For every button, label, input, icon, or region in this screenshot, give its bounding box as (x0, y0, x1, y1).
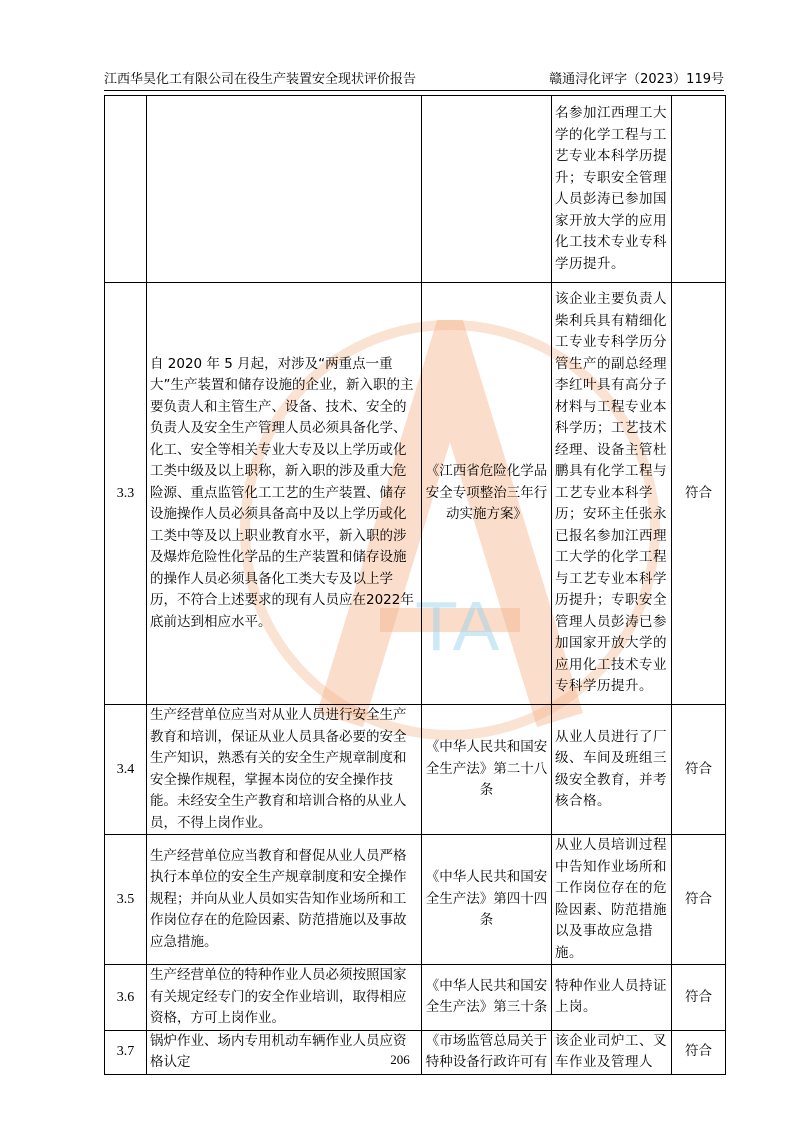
table-row (105, 96, 726, 283)
page-header (104, 70, 724, 92)
requirement-cell (147, 96, 422, 283)
actual-condition-cell: 该企业司炉工、叉车作业及管理人 (552, 1030, 672, 1074)
actual-condition-cell: 特种作业人员持证上岗。 (552, 965, 672, 1031)
actual-condition-cell: 从业人员培训过程中告知作业场所和工作岗位存在的危险因素、防范措施以及事故应急措施。 (552, 835, 672, 965)
basis-cell: 《中华人民共和国安全生产法》第四十四条 (422, 835, 552, 965)
actual-condition-cell: 从业人员进行了厂级、车间及班组三级安全教育，并考核合格。 (552, 705, 672, 835)
table-row (105, 1030, 726, 1074)
item-number (105, 96, 147, 283)
item-number: 3.6 (105, 965, 147, 1031)
item-number: 3.4 (105, 705, 147, 835)
table-row (105, 835, 726, 965)
requirement-cell: 生产经营单位的特种作业人员必须按照国家有关规定经专门的安全作业培训，取得相应资格，方可上岗作业。 (147, 965, 422, 1031)
result-cell: 符合 (672, 283, 726, 705)
result-cell: 符合 (672, 965, 726, 1031)
header-rule (104, 90, 724, 91)
svg-text:TA: TA (415, 587, 500, 665)
result-cell: 符合 (672, 1030, 726, 1074)
basis-cell: 《市场监管总局关于特种设备行政许可有 (422, 1030, 552, 1074)
table-row (105, 965, 726, 1031)
result-cell: 符合 (672, 705, 726, 835)
evaluation-table (104, 95, 726, 1075)
item-number: 3.3 (105, 283, 147, 705)
item-number: 3.5 (105, 835, 147, 965)
item-number: 3.7 (105, 1030, 147, 1074)
basis-cell: 《江西省危险化学品安全专项整治三年行动实施方案》 (422, 283, 552, 705)
basis-cell: 《中华人民共和国安全生产法》第三十条 (422, 965, 552, 1031)
requirement-cell: 生产经营单位应当教育和督促从业人员严格执行本单位的安全生产规章制度和安全操作规程；并向从业人员如实告知作业场所和工作岗位存在的危险因素、防范措施以及事故应急措施。 (147, 835, 422, 965)
table-row (105, 705, 726, 835)
actual-condition-cell: 名参加江西理工大学的化学工程与工艺专业本科学历提升；专职安全管理人员彭涛已参加国家开放大学的应用化工技术专业专科学历提升。 (552, 96, 672, 283)
result-cell (672, 96, 726, 283)
basis-cell (422, 96, 552, 283)
requirement-cell: 自 2020 年 5 月起，对涉及“两重点一重大”生产装置和储存设施的企业，新入职的主要负责人和主管生产、设备、技术、安全的负责人及安全生产管理人员必须具备化学、化工、安全等相关专业大专及以上学历或化工类中级及以上职称，新入职的涉及重大危险源、重点监管化工工艺的生产装置、储存设施操作人员必须具备高中及以上学历或化工类中等及以上职业教育水平，新入职的涉及爆炸危险性化学品的生产装置和储存设施的操作人员必须具备化工类大专及以上学历，不符合上述要求的现有人员应在2022年底前达到相应水平。 (147, 283, 422, 705)
result-cell: 符合 (672, 835, 726, 965)
page-number: 206 (390, 1052, 410, 1067)
table-row (105, 283, 726, 705)
report-number: 赣通浔化评字（2023）119号 (549, 72, 724, 87)
basis-cell: 《中华人民共和国安全生产法》第二十八条 (422, 705, 552, 835)
actual-condition-cell: 该企业主要负责人柴利兵具有精细化工专业专科学历分管生产的副总经理李红叶具有高分子材料与工程专业本科学历；工艺技术经理、设备主管杜鹏具有化学工程与工艺专业本科学历；安环主任张永已报名参加江西理工大学的化学工程与工艺专业本科学历提升；专职安全管理人员彭涛已参加国家开放大学的应用化工技术专业专科学历提升。 (552, 283, 672, 705)
requirement-cell: 生产经营单位应当对从业人员进行安全生产教育和培训，保证从业人员具备必要的安全生产知识，熟悉有关的安全生产规章制度和安全操作规程，掌握本岗位的安全操作技能。未经安全生产教育和培训合格的从业人员，不得上岗作业。 (147, 705, 422, 835)
report-title: 江西华昊化工有限公司在役生产装置安全现状评价报告 (104, 72, 417, 87)
requirement-cell: 锅炉作业、场内专用机动车辆作业人员应资格认定 (147, 1030, 422, 1074)
